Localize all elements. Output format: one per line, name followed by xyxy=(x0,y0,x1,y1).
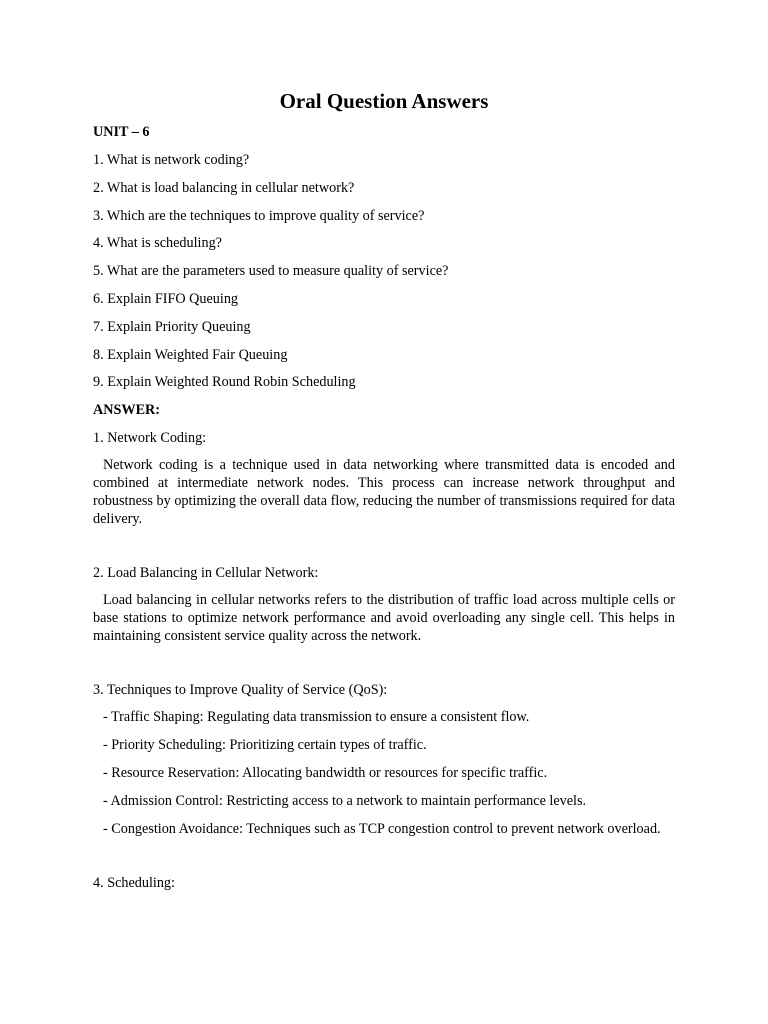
section-heading: 1. Network Coding: xyxy=(93,430,207,447)
answer-section-network-coding xyxy=(93,429,675,528)
question-item: 6. Explain FIFO Queuing xyxy=(93,290,239,307)
document-page xyxy=(93,88,675,901)
answer-section-qos-techniques xyxy=(93,681,675,838)
unit-heading: UNIT – 6 xyxy=(93,124,150,140)
answer-heading: ANSWER: xyxy=(93,402,161,419)
section-paragraph: Network coding is a technique used in data networking where transmitted data is encoded and combined at intermediate network nodes. This process can increase network throughput and robustness by optimizing the overall data flow, reducing the number of transmissions required for data delivery. xyxy=(93,457,675,528)
question-item: 3. Which are the techniques to improve quality of service? xyxy=(93,207,425,224)
section-heading: 4. Scheduling: xyxy=(93,875,175,892)
page-title: Oral Question Answers xyxy=(279,89,489,113)
question-item: 2. What is load balancing in cellular network? xyxy=(93,179,355,196)
question-item: 9. Explain Weighted Round Robin Scheduling xyxy=(93,374,356,391)
bullet-item: - Resource Reservation: Allocating bandwidth or resources for specific traffic. xyxy=(103,765,548,782)
question-item: 8. Explain Weighted Fair Queuing xyxy=(93,346,288,363)
answer-section-scheduling xyxy=(93,874,675,892)
bullet-item: - Priority Scheduling: Prioritizing certain types of traffic. xyxy=(103,737,427,754)
spacer xyxy=(93,645,675,681)
question-item: 5. What are the parameters used to measure quality of service? xyxy=(93,263,449,280)
bullet-item: - Traffic Shaping: Regulating data transmission to ensure a consistent flow. xyxy=(103,709,530,726)
bullet-item: - Congestion Avoidance: Techniques such as TCP congestion control to prevent network overload. xyxy=(103,821,661,838)
question-item: 4. What is scheduling? xyxy=(93,235,222,252)
question-item: 7. Explain Priority Queuing xyxy=(93,318,251,335)
section-paragraph: Load balancing in cellular networks refers to the distribution of traffic load across multiple cells or base stations to optimize network performance and avoid overloading any single cell. This helps in maintaining consistent service quality across the network. xyxy=(93,592,675,645)
section-heading: 3. Techniques to Improve Quality of Service (QoS): xyxy=(93,682,388,699)
answer-section-load-balancing xyxy=(93,564,675,645)
question-item: 1. What is network coding? xyxy=(93,152,250,168)
question-list xyxy=(93,151,675,391)
bullet-item: - Admission Control: Restricting access to a network to maintain performance levels. xyxy=(103,793,587,810)
section-heading: 2. Load Balancing in Cellular Network: xyxy=(93,565,319,582)
spacer xyxy=(93,848,675,874)
spacer xyxy=(93,528,675,564)
